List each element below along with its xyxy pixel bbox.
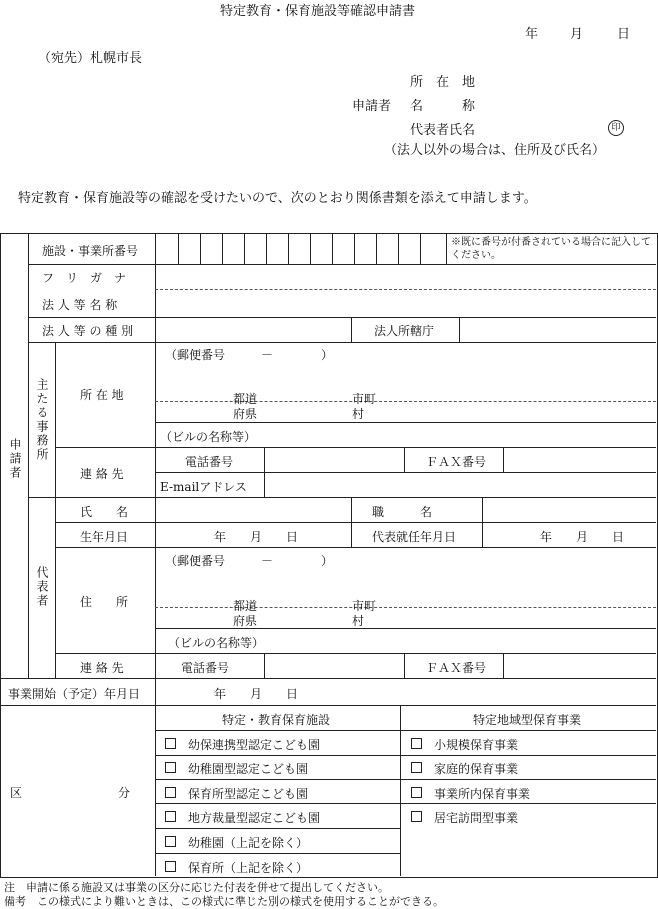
- office-phone-label: 電話番号: [185, 455, 234, 469]
- category-col1-header: 特定・教育保育施設: [222, 713, 331, 727]
- option-col1-3: 保育所型認定こども園: [188, 787, 309, 801]
- corp-type-label: 法 人 等 の 種 別: [42, 324, 134, 338]
- seal-mark: 印: [608, 120, 624, 136]
- intro-text: 特定教育・保育施設等の確認を受けたいので、次のとおり関係書類を添えて申請します。: [18, 191, 537, 206]
- rep-contact-label: 連 絡 先: [80, 661, 124, 675]
- applicant-rep-label: 代表者氏名: [410, 123, 476, 138]
- rep-shicho-1: 市町: [352, 599, 377, 613]
- office-postal-label: （郵便番号 － ）: [165, 348, 334, 362]
- option-col1-1: 幼保連携型認定こども園: [188, 738, 321, 752]
- date-year-label: 年: [525, 27, 539, 42]
- checkbox-col2-3[interactable]: [411, 787, 422, 798]
- page-title: 特定教育・保育施設等確認申請書: [220, 4, 416, 19]
- corp-office-label: 法人所轄庁: [374, 324, 435, 338]
- checkbox-col1-6[interactable]: [165, 861, 176, 872]
- checkbox-col2-1[interactable]: [411, 738, 422, 749]
- option-col2-4: 居宅訪問型事業: [434, 811, 519, 825]
- option-col1-2: 幼稚園型認定こども園: [188, 762, 309, 776]
- office-shicho-1: 市町: [352, 392, 377, 406]
- checkbox-col2-4[interactable]: [411, 811, 422, 822]
- office-todofuken-1: 都道: [233, 392, 258, 406]
- checkbox-col1-4[interactable]: [165, 811, 176, 822]
- checkbox-col1-5[interactable]: [165, 836, 176, 847]
- facility-number-label: 施設・事業所番号: [42, 244, 139, 258]
- office-shicho-2: 村: [352, 407, 365, 421]
- representative-vertical-label: 代表者: [35, 566, 49, 608]
- rep-building-label: （ビルの名称等）: [168, 636, 265, 650]
- rep-residence-label: 住 所: [80, 595, 129, 609]
- rep-start-label: 代表就任年月日: [372, 530, 457, 544]
- addressee: （宛先）札幌市長: [38, 51, 143, 66]
- office-address-label: 所 在 地: [80, 388, 124, 402]
- date-day-label: 日: [617, 27, 631, 42]
- applicant-vertical-label: 申請者: [8, 438, 22, 480]
- office-todofuken-2: 府県: [233, 407, 258, 421]
- option-col1-5: 幼稚園（上記を除く）: [188, 836, 309, 850]
- corp-name-label: 法 人 等 名 称: [42, 298, 118, 312]
- rep-todofuken-2: 府県: [233, 614, 258, 628]
- applicant-address-label: 所 在 地: [410, 75, 476, 90]
- office-contact-label: 連 絡 先: [80, 467, 124, 481]
- office-fax-label: ＦＡＸ番号: [426, 455, 487, 469]
- rep-fax-label: ＦＡＸ番号: [426, 661, 487, 675]
- facility-number-note: ※既に番号が付番されている場合に記入してください。: [451, 237, 651, 261]
- rep-birth-ymd: 年 月 日: [214, 530, 299, 544]
- note-1: 注 申請に係る施設又は事業の区分に応じた付表を併せて提出してください。: [4, 881, 389, 894]
- rep-postal-label: （郵便番号 － ）: [165, 554, 334, 568]
- rep-birth-label: 生年月日: [80, 530, 129, 544]
- option-col2-1: 小規模保育事業: [434, 738, 519, 752]
- rep-name-label: 氏 名: [80, 505, 129, 519]
- start-date-label: 事業開始（予定）年月日: [8, 687, 141, 701]
- office-email-label: E-mailアドレス: [160, 480, 247, 494]
- checkbox-col2-2[interactable]: [411, 762, 422, 773]
- rep-todofuken-1: 都道: [233, 599, 258, 613]
- option-col1-6: 保育所（上記を除く）: [188, 861, 309, 875]
- rep-start-ymd: 年 月 日: [540, 530, 625, 544]
- checkbox-col1-1[interactable]: [165, 738, 176, 749]
- office-building-label: （ビルの名称等）: [160, 430, 257, 444]
- category-label: 区 分: [10, 786, 131, 800]
- option-col2-2: 家庭的保育事業: [434, 762, 519, 776]
- rep-title-label: 職 名: [372, 505, 433, 519]
- date-month-label: 月: [570, 27, 584, 42]
- option-col1-4: 地方裁量型認定こども園: [188, 811, 321, 825]
- checkbox-col1-2[interactable]: [165, 762, 176, 773]
- applicant-name-label: 名 称: [410, 99, 476, 114]
- rep-phone-label: 電話番号: [181, 661, 230, 675]
- applicant-note: （法人以外の場合は、住所及び氏名）: [384, 143, 606, 158]
- option-col2-3: 事業所内保育事業: [434, 787, 531, 801]
- note-2: 備考 この様式により難いときは、この様式に準じた別の様式を使用することができる。: [4, 895, 444, 908]
- furigana-label: フ リ ガ ナ: [42, 271, 127, 285]
- start-date-ymd: 年 月 日: [214, 687, 299, 701]
- checkbox-col1-3[interactable]: [165, 787, 176, 798]
- main-office-vertical-label: 主たる事務所: [35, 378, 49, 462]
- applicant-label: 申請者: [352, 99, 392, 114]
- category-col2-header: 特定地域型保育事業: [473, 713, 582, 727]
- rep-shicho-2: 村: [352, 614, 365, 628]
